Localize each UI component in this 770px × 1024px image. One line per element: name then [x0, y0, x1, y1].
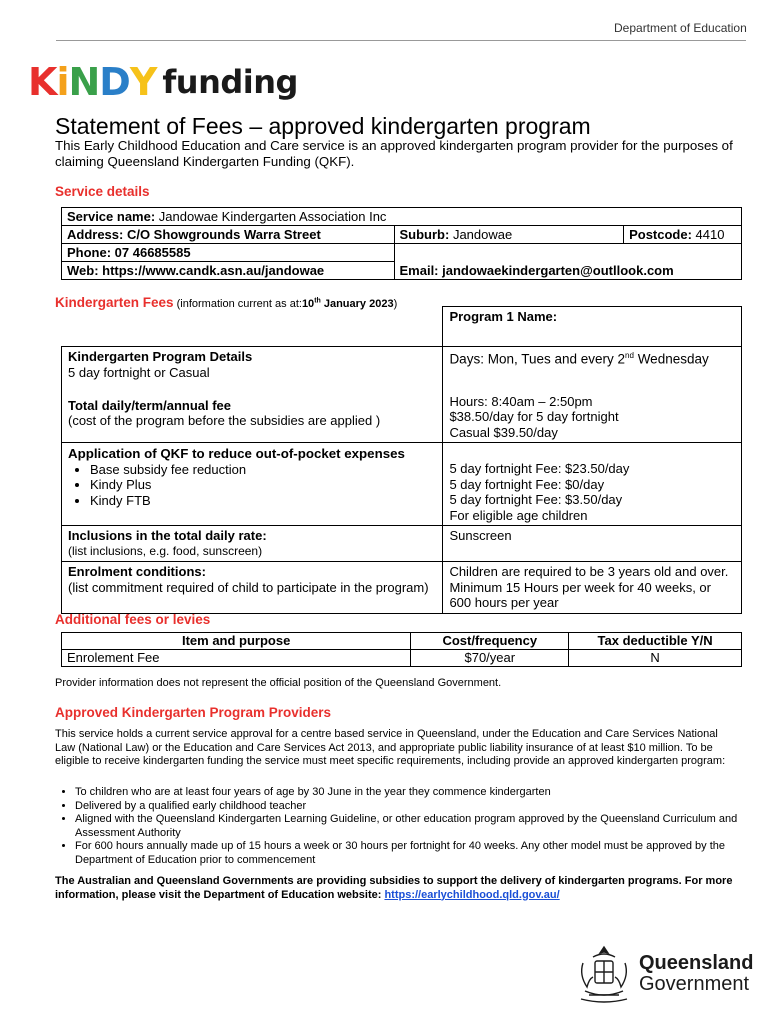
logo-letter-d: D: [99, 60, 130, 104]
program-details-cell: Kindergarten Program Details 5 day fortnight or Casual: [62, 347, 443, 392]
fee-item: Enrolement Fee: [62, 650, 411, 667]
fees-info-note: (information current as at:10th January 2023): [173, 297, 398, 310]
service-details-table: [61, 207, 742, 280]
enrolment-value-cell: Children are required to be 3 years old and over. Minimum 15 Hours per week for 40 weeks, or 600 hours per year: [443, 562, 742, 614]
list-item: • To children who are at least four years of age by 30 June in the year they commence kindergarten: [75, 786, 740, 800]
kindergarten-fees-table: [61, 306, 742, 614]
inclusions-cell: Inclusions in the total daily rate: (list inclusions, e.g. food, sunscreen): [62, 526, 443, 562]
department-label: Department of Education: [614, 21, 747, 35]
web-cell: Web: https://www.candk.asn.au/jandowae: [62, 262, 395, 280]
total-fee-value-cell: Hours: 8:40am – 2:50pm $38.50/day for 5 day fortnight Casual $39.50/day: [443, 392, 742, 443]
provider-note: Provider information does not represent the official position of the Queensland Government.: [55, 677, 502, 689]
address-cell: Address: C/O Showgrounds Warra Street: [62, 226, 395, 244]
queensland-government-logo: [575, 943, 753, 1005]
list-item: • For 600 hours annually made up of 15 hours a week or 30 hours per fortnight for 40 weeks. Any other model must be approved by the Department of Education prior to commencement: [75, 840, 740, 867]
approved-body: This service holds a current service approval for a centre based service in Queensland, under the Education and Care Services National Law (National Law) or the Education and Care Services Act 2013, and appropriate public liability insurance of at least $10 million. To be eligible to receive kindergarten funding the service must meet specific requirements, including provide an approved kindergarten program:: [55, 728, 726, 767]
coat-of-arms-icon: [575, 943, 633, 1005]
service-name-cell: Service name: Jandowae Kindergarten Association Inc: [62, 208, 742, 226]
approved-providers-heading: Approved Kindergarten Program Providers: [55, 705, 332, 720]
logo-letter-i: i: [56, 60, 69, 104]
logo-letter-n: N: [68, 60, 100, 104]
table-row: [62, 650, 742, 667]
qld-wordmark-line2: Government: [639, 973, 750, 995]
col-tax-header: Tax deductible Y/N: [569, 633, 742, 650]
additional-fees-heading: Additional fees or levies: [55, 612, 211, 627]
suburb-cell: Suburb: Jandowae: [394, 226, 624, 244]
qkf-item: • Base subsidy fee reduction: [90, 462, 436, 478]
requirements-list: [55, 786, 740, 867]
fee-cost: $70/year: [411, 650, 569, 667]
additional-fees-table: [61, 632, 742, 667]
list-item: • Aligned with the Queensland Kindergarten Learning Guideline, or other education program approved by the Queensland Curriculum and Assessment Authority: [75, 813, 740, 840]
early-childhood-link[interactable]: https://earlychildhood.qld.gov.au/: [384, 888, 560, 901]
logo-word: funding: [162, 63, 298, 101]
enrolment-cell: Enrolment conditions: (list commitment required of child to participate in the program): [62, 562, 443, 614]
qkf-values-cell: 5 day fortnight Fee: $23.50/day 5 day fortnight Fee: $0/day 5 day fortnight Fee: $3.50/day For eligible age children: [443, 443, 742, 526]
fee-tax: N: [569, 650, 742, 667]
header-divider: [56, 40, 746, 41]
page-title: Statement of Fees – approved kindergarten program: [55, 113, 591, 139]
postcode-cell: Postcode: 4410: [624, 226, 742, 244]
qkf-item: • Kindy Plus: [90, 477, 436, 493]
intro-paragraph: This Early Childhood Education and Care service is an approved kindergarten program provider for the purposes of claiming Queensland Kindergarten Funding (QKF).: [55, 138, 733, 169]
col-item-header: Item and purpose: [62, 633, 411, 650]
list-item: • Delivered by a qualified early childhood teacher: [75, 800, 740, 814]
total-fee-cell: Total daily/term/annual fee (cost of the program before the subsidies are applied ): [62, 392, 443, 443]
col-cost-header: Cost/frequency: [411, 633, 569, 650]
qkf-item: • Kindy FTB: [90, 493, 436, 509]
footer-statement: The Australian and Queensland Governments are providing subsidies to support the delivery of kindergarten programs. For more information, please visit the Department of Education website: https://earlychildhood.qld.gov.au/: [55, 875, 733, 901]
kindy-funding-logo: [28, 52, 298, 102]
inclusions-value-cell: Sunscreen: [443, 526, 742, 562]
program-days-cell: Days: Mon, Tues and every 2nd Wednesday: [443, 347, 742, 392]
service-details-heading: Service details: [55, 184, 150, 199]
phone-cell: Phone: 07 46685585: [62, 244, 395, 262]
program-name-cell: Program 1 Name:: [443, 307, 742, 347]
logo-letter-k: K: [28, 60, 57, 104]
email-cell: Email: jandowaekindergarten@outllook.com: [394, 262, 742, 280]
qld-wordmark-line1: Queensland: [639, 952, 754, 974]
logo-letter-y: Y: [129, 60, 157, 104]
qkf-cell: Application of QKF to reduce out-of-pocket expenses • Base subsidy fee reduction • Kindy Plus • Kindy FTB: [62, 443, 443, 526]
kindergarten-fees-heading: Kindergarten Fees (information current as at:10th January 2023): [55, 295, 398, 310]
